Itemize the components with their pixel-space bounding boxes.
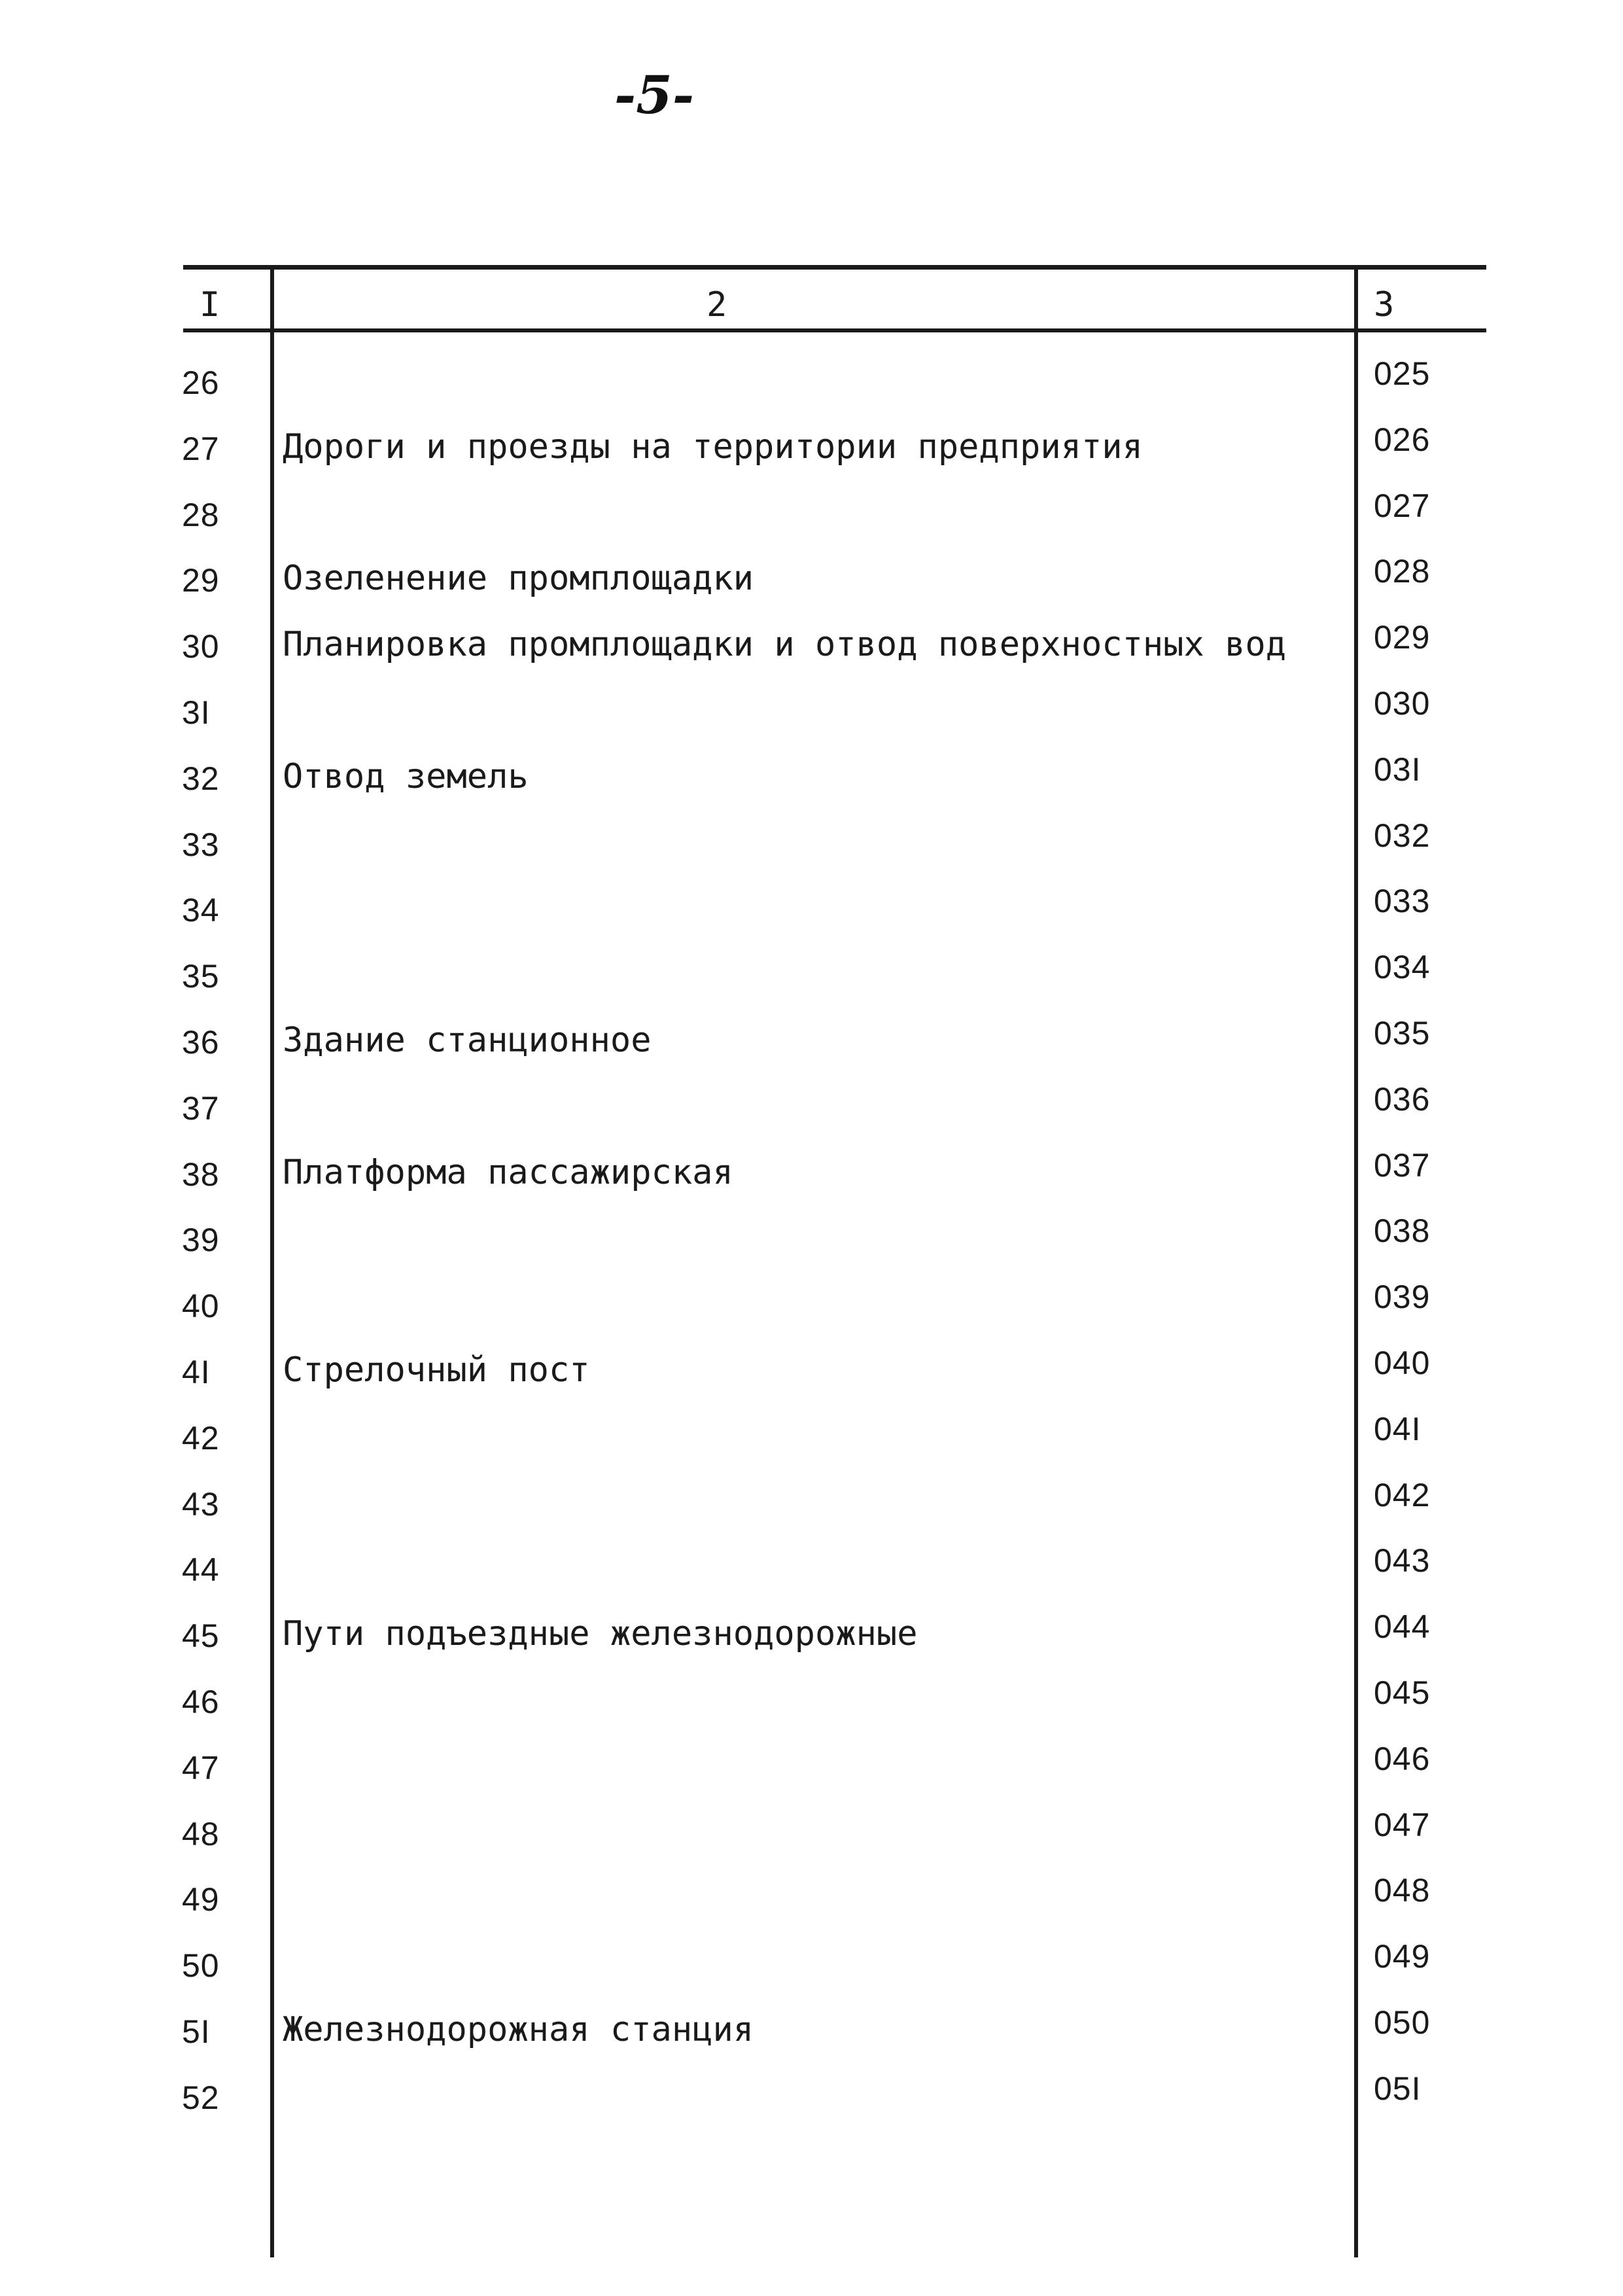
- table-row: [0, 546, 1623, 612]
- row-number: 33: [182, 826, 220, 863]
- row-number: 5I: [182, 2013, 211, 2050]
- row-number: 44: [182, 1551, 220, 1589]
- table-row: [0, 1733, 1623, 1799]
- row-code: 044: [1374, 1608, 1431, 1646]
- row-number: 29: [182, 562, 220, 599]
- row-code: 042: [1374, 1476, 1431, 1513]
- row-code: 046: [1374, 1740, 1431, 1777]
- table-row: [0, 1799, 1623, 1865]
- row-number: 30: [182, 628, 220, 665]
- row-code: 030: [1374, 684, 1431, 722]
- row-name: Дороги и проезды на территории предприятия: [283, 427, 1143, 467]
- row-number: 39: [182, 1222, 220, 1259]
- row-number: 27: [182, 430, 220, 467]
- table-row: [0, 414, 1623, 480]
- table-row: [0, 942, 1623, 1008]
- table-row: [0, 1271, 1623, 1337]
- table-row: [0, 1205, 1623, 1271]
- table-row: [0, 875, 1623, 942]
- row-code: 040: [1374, 1344, 1431, 1381]
- row-number: 40: [182, 1288, 220, 1325]
- table-row: [0, 1074, 1623, 1140]
- row-name: Здание станционное: [283, 1020, 652, 1060]
- row-code: 029: [1374, 619, 1431, 656]
- table-top-rule: [183, 265, 1486, 270]
- row-number: 42: [182, 1419, 220, 1457]
- row-name: Отвод земель: [283, 756, 529, 796]
- table-row: [0, 612, 1623, 678]
- table-row: [0, 1931, 1623, 1997]
- row-number: 35: [182, 958, 220, 995]
- table-row: [0, 744, 1623, 810]
- row-code: 037: [1374, 1146, 1431, 1184]
- table-header-rule: [183, 328, 1486, 332]
- table-row: [0, 348, 1623, 414]
- table-body: [0, 348, 1623, 2129]
- table-row: [0, 1404, 1623, 1470]
- column-header-1: I: [200, 285, 220, 325]
- row-number: 26: [182, 364, 220, 401]
- row-name: Планировка промплощадки и отвод поверхностных вод: [283, 625, 1287, 665]
- row-number: 48: [182, 1815, 220, 1852]
- row-number: 4I: [182, 1353, 211, 1390]
- row-name: Озеленение промплощадки: [283, 559, 754, 599]
- row-code: 038: [1374, 1212, 1431, 1250]
- row-number: 49: [182, 1881, 220, 1918]
- table-row: [0, 1601, 1623, 1667]
- row-code: 036: [1374, 1080, 1431, 1118]
- row-code: 026: [1374, 421, 1431, 458]
- row-code: 047: [1374, 1806, 1431, 1843]
- table-row: [0, 1470, 1623, 1536]
- table-row: [0, 1865, 1623, 1931]
- row-number: 3I: [182, 694, 211, 731]
- row-code: 043: [1374, 1542, 1431, 1580]
- table-row: [0, 2063, 1623, 2129]
- row-code: 049: [1374, 1938, 1431, 1975]
- row-number: 38: [182, 1156, 220, 1193]
- row-number: 52: [182, 2079, 220, 2116]
- table-row: [0, 1535, 1623, 1601]
- table-row: [0, 480, 1623, 546]
- row-code: 032: [1374, 817, 1431, 854]
- row-name: Пути подъездные железнодорожные: [283, 1614, 918, 1654]
- table-row: [0, 810, 1623, 876]
- row-number: 36: [182, 1023, 220, 1061]
- row-code: 045: [1374, 1674, 1431, 1711]
- row-code: 027: [1374, 487, 1431, 524]
- row-number: 47: [182, 1749, 220, 1786]
- row-code: 034: [1374, 949, 1431, 986]
- column-header-2: 2: [707, 285, 727, 325]
- row-number: 43: [182, 1485, 220, 1523]
- row-number: 32: [182, 760, 220, 797]
- table-row: [0, 1997, 1623, 2063]
- row-code: 039: [1374, 1279, 1431, 1316]
- row-name: Платформа пассажирская: [283, 1152, 733, 1192]
- row-number: 28: [182, 496, 220, 533]
- row-number: 34: [182, 892, 220, 929]
- table-row: [0, 1008, 1623, 1074]
- row-name: Железнодорожная станция: [283, 2009, 754, 2049]
- row-code: 048: [1374, 1872, 1431, 1909]
- table-row: [0, 1667, 1623, 1733]
- page-number: -5-: [614, 64, 695, 126]
- row-code: 05I: [1374, 2070, 1422, 2107]
- row-name: Стрелочный пост: [283, 1350, 590, 1390]
- row-code: 028: [1374, 553, 1431, 590]
- row-code: 03I: [1374, 751, 1422, 788]
- column-header-3: 3: [1374, 285, 1395, 325]
- row-code: 035: [1374, 1014, 1431, 1051]
- table-row: [0, 1140, 1623, 1206]
- table-row: [0, 678, 1623, 744]
- row-code: 033: [1374, 883, 1431, 920]
- table-row: [0, 1337, 1623, 1404]
- row-number: 46: [182, 1683, 220, 1720]
- row-code: 050: [1374, 2004, 1431, 2041]
- row-number: 50: [182, 1947, 220, 1985]
- row-number: 45: [182, 1617, 220, 1655]
- row-code: 04I: [1374, 1410, 1422, 1447]
- row-code: 025: [1374, 355, 1431, 392]
- row-number: 37: [182, 1089, 220, 1127]
